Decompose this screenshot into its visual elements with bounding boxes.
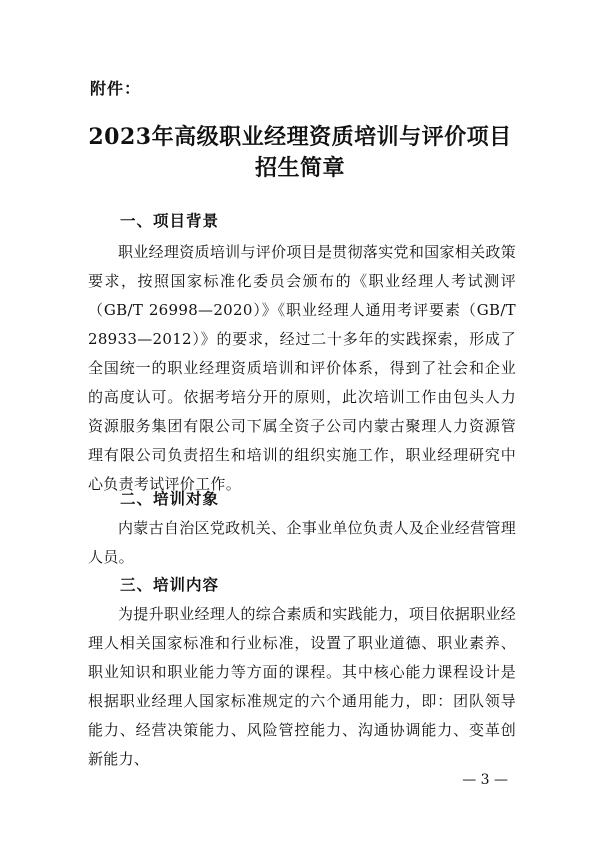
document-title-line-1: 2023年高级职业经理资质培训与评价项目 (88, 124, 512, 150)
section-heading-target: 二、培训对象 (120, 490, 220, 508)
attachment-label: 附件： (90, 79, 142, 98)
section-heading-background: 一、项目背景 (120, 212, 220, 230)
section-paragraph-target: 内蒙古自治区党政机关、企事业单位负责人及企业经营管理人员。 (88, 519, 516, 566)
page-number: — 3 — (462, 772, 508, 788)
document-title-line-2: 招生简章 (254, 155, 345, 181)
section-paragraph-content: 为提升职业经理人的综合素质和实践能力，项目依据职业经理人相关国家标准和行业标准，设置了职业道德、职业素养、职业知识和职业能力等方面的课程。其中核心能力课程设计是根据职业经理人国家标准规定的六个通用能力，即：团队领导能力、经营决策能力、风险管控能力、沟通协调能力、变革创新能力、 (88, 605, 516, 768)
section-heading-content: 三、培训内容 (120, 576, 220, 594)
section-paragraph-background: 职业经理资质培训与评价项目是贯彻落实党和国家相关政策要求，按照国家标准化委员会颁布的《职业经理人考试测评（GB/T 26998—2020）》《职业经理人通用考评要素（GB/T 28933—2012）》的要求，经过二十多年的实践探索，形成了全国统一的职业经理资质培训和评价体系，得到了社会和企业的高度认可。依据考培分开的原则，此次培训工作由包头人力资源服务集团有限公司下属全资子公司内蒙古聚理人力资源管理有限公司负责招生和培训的组织实施工作，职业经理研究中心负责考试评价工作。 (88, 243, 516, 493)
